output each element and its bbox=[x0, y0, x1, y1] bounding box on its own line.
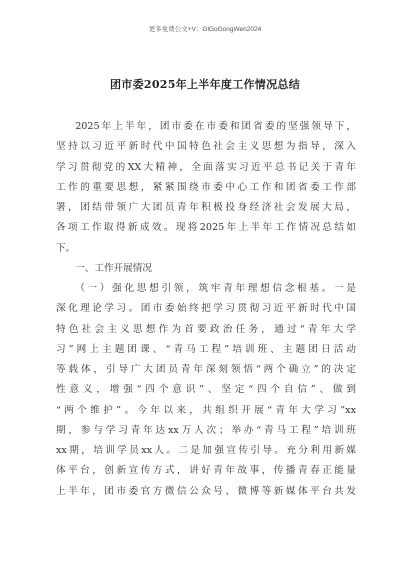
body-line: 等载体，引导广大团员青年深刻领悟“两个确立”的决定 bbox=[56, 364, 356, 375]
body-line: xx期，培训学员xx人。二是加强宣传引导。充分利用新媒 bbox=[56, 445, 356, 456]
body-line: 深化理论学习。团市委始终把学习贯彻习近平新时代中国 bbox=[56, 303, 356, 315]
body-line: 下。 bbox=[56, 242, 76, 254]
body-line: “两个维护”。今年以来，共组织开展“青年大学习”xx bbox=[56, 404, 356, 416]
body-line: 署，团结带领广大团员青年积极投身经济社会发展大局， bbox=[56, 202, 356, 213]
document-title: 团市委2025年上半年度工作情况总结 bbox=[109, 78, 300, 91]
body-line: 期，参与学习青年达xx万人次；举办“青马工程”培训班 bbox=[56, 424, 356, 436]
body-line: 体平台，创新宣传方式，讲好青年故事，传播青春正能量 bbox=[56, 465, 356, 477]
body-line: 各项工作取得新成效。现将2025年上半年工作情况总结如 bbox=[56, 222, 356, 234]
body-line: 一、工作开展情况 bbox=[75, 262, 152, 274]
body-line: 性意义，增强“四个意识”、坚定“四个自信”、做到 bbox=[56, 384, 356, 396]
document-body bbox=[56, 117, 356, 502]
header-note: 更多免费公文+V：GlGoGongWen2024 bbox=[148, 26, 262, 33]
body-line: 上半年，团市委官方微信公众号、微博等新媒体平台共发 bbox=[56, 485, 356, 497]
body-line: （一）强化思想引领，筑牢青年理想信念根基。一是 bbox=[75, 283, 356, 294]
body-line: 习”网上主题团课、“青马工程”培训班、主题团日活动 bbox=[56, 343, 356, 355]
body-line: 坚持以习近平新时代中国特色社会主义思想为指导，深入 bbox=[56, 141, 356, 153]
body-line: 学习贯彻党的XX大精神，全面落实习近平总书记关于青年 bbox=[56, 161, 356, 173]
body-line: 工作的重要思想，紧紧围绕市委中心工作和团省委工作部 bbox=[56, 181, 356, 193]
body-line: 特色社会主义思想作为首要政治任务，通过“青年大学 bbox=[56, 323, 356, 335]
body-line: 2025年上半年，团市委在市委和团省委的坚强领导下， bbox=[75, 121, 356, 132]
